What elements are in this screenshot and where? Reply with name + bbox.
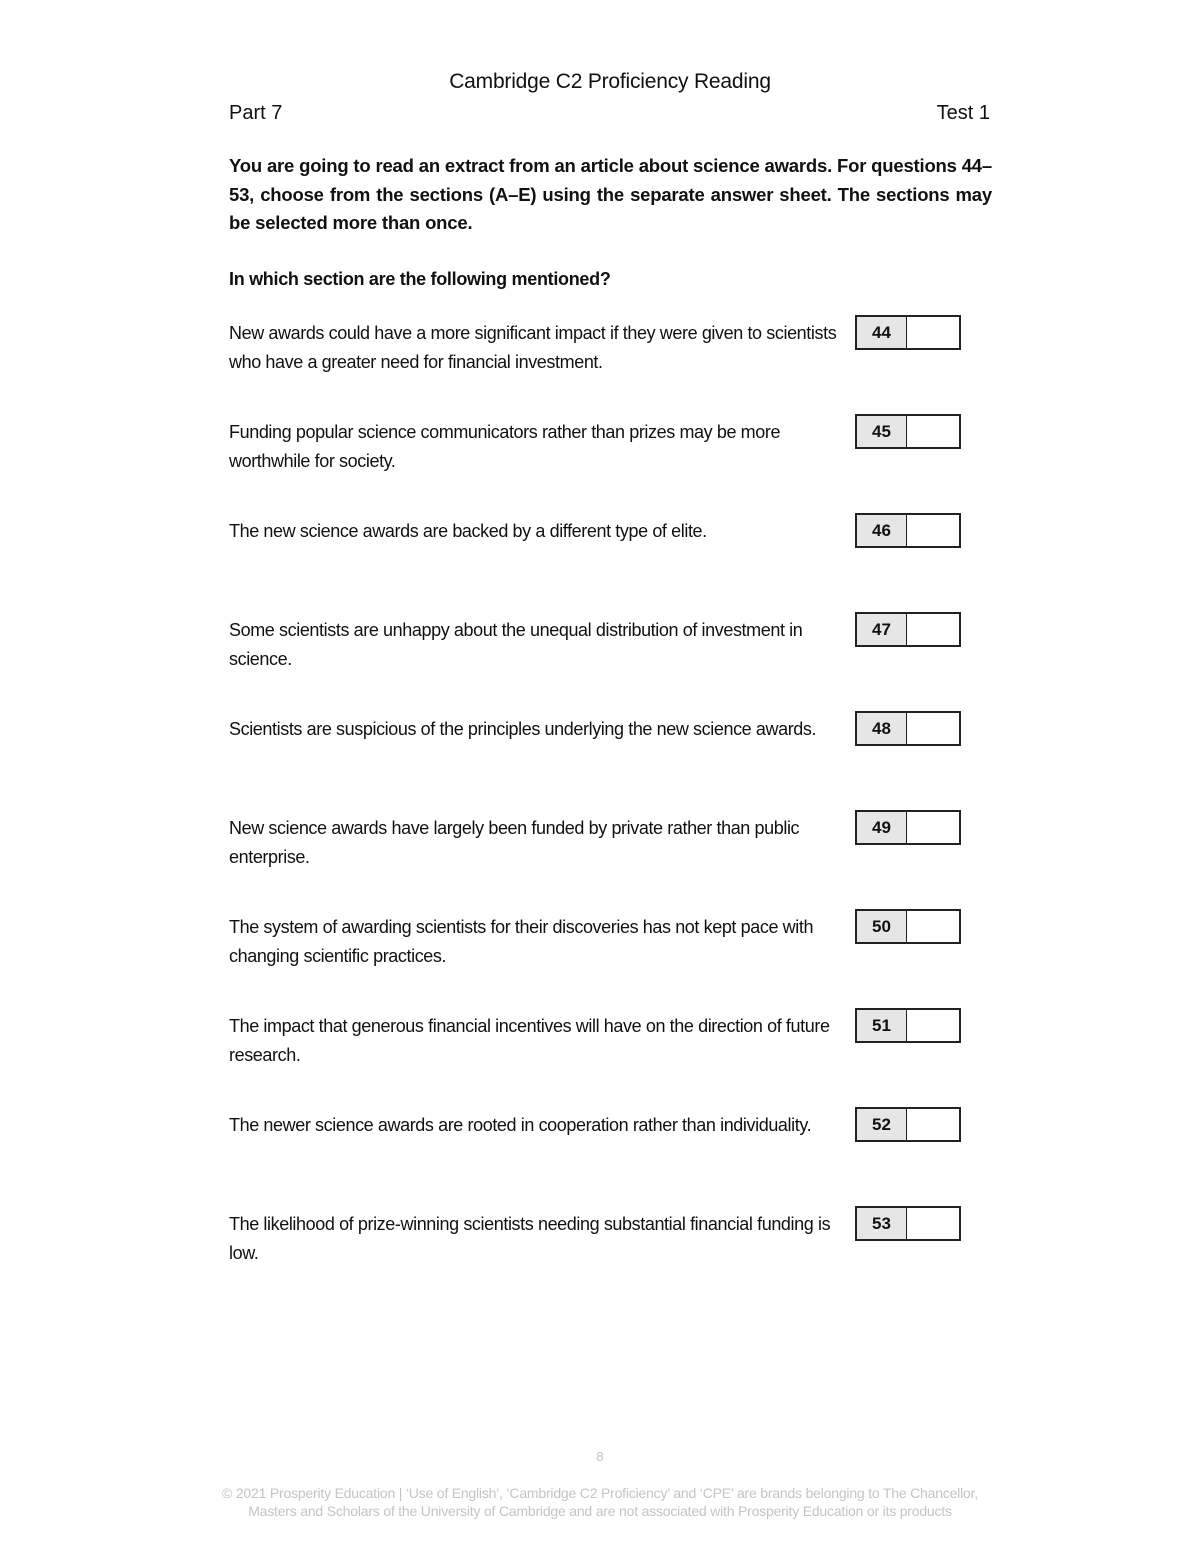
answer-box-49	[855, 810, 961, 845]
question-44-text: New awards could have a more significant impact if they were given to scientists who have a greater need for financial investment.	[229, 323, 837, 372]
answer-box-50	[855, 909, 961, 944]
question-47-text: Some scientists are unhappy about the unequal distribution of investment in science.	[229, 620, 803, 669]
answer-field[interactable]	[907, 911, 959, 942]
document-title: Cambridge C2 Proficiency Reading	[449, 70, 771, 93]
question-number: 47	[857, 614, 907, 645]
copyright-footer	[0, 1484, 1200, 1520]
question-46-text: The new science awards are backed by a different type of elite.	[229, 521, 707, 541]
answer-box-46	[855, 513, 961, 548]
question-number: 44	[857, 317, 907, 348]
answer-field[interactable]	[907, 1010, 959, 1041]
test-label: Test 1	[936, 102, 990, 124]
answer-box-52	[855, 1107, 961, 1142]
question-number: 46	[857, 515, 907, 546]
answer-field[interactable]	[907, 812, 959, 843]
answer-field[interactable]	[907, 614, 959, 645]
question-52-text: The newer science awards are rooted in cooperation rather than individuality.	[229, 1115, 812, 1135]
footer-line-2: Masters and Scholars of the University of Cambridge and are not associated with Prosperity Education or its products	[248, 1503, 952, 1519]
part-label: Part 7	[229, 102, 283, 124]
question-48-text: Scientists are suspicious of the principles underlying the new science awards.	[229, 719, 817, 739]
footer-line-1: © 2021 Prosperity Education | ‘Use of English’, ‘Cambridge C2 Proficiency’ and ‘CPE’ are brands belonging to The Chancellor,	[222, 1485, 978, 1501]
question-51-text: The impact that generous financial incentives will have on the direction of future research.	[229, 1016, 830, 1065]
question-number: 52	[857, 1109, 907, 1140]
question-number: 50	[857, 911, 907, 942]
answer-field[interactable]	[907, 515, 959, 546]
question-number: 51	[857, 1010, 907, 1041]
answer-box-51	[855, 1008, 961, 1043]
question-50-text: The system of awarding scientists for their discoveries has not kept pace with changing scientific practices.	[229, 917, 814, 966]
question-number: 48	[857, 713, 907, 744]
answer-box-44	[855, 315, 961, 350]
section-question-heading: In which section are the following mentioned?	[229, 269, 611, 289]
question-53-text: The likelihood of prize-winning scientists needing substantial financial funding is low.	[229, 1214, 831, 1263]
answer-box-48	[855, 711, 961, 746]
question-45-text: Funding popular science communicators rather than prizes may be more worthwhile for society.	[229, 422, 781, 471]
answer-field[interactable]	[907, 713, 959, 744]
question-number: 45	[857, 416, 907, 447]
instructions: You are going to read an extract from an article about science awards. For questions 44–53, choose from the sections (A–E) using the separate answer sheet. The sections may be selected more than once.	[229, 155, 992, 233]
answer-field[interactable]	[907, 1208, 959, 1239]
question-49-text: New science awards have largely been funded by private rather than public enterprise.	[229, 818, 800, 867]
question-number: 49	[857, 812, 907, 843]
answer-box-47	[855, 612, 961, 647]
answer-field[interactable]	[907, 416, 959, 447]
answer-box-45	[855, 414, 961, 449]
answer-field[interactable]	[907, 1109, 959, 1140]
question-number: 53	[857, 1208, 907, 1239]
answer-field[interactable]	[907, 317, 959, 348]
answer-box-53	[855, 1206, 961, 1241]
page-number: 8	[596, 1449, 604, 1464]
